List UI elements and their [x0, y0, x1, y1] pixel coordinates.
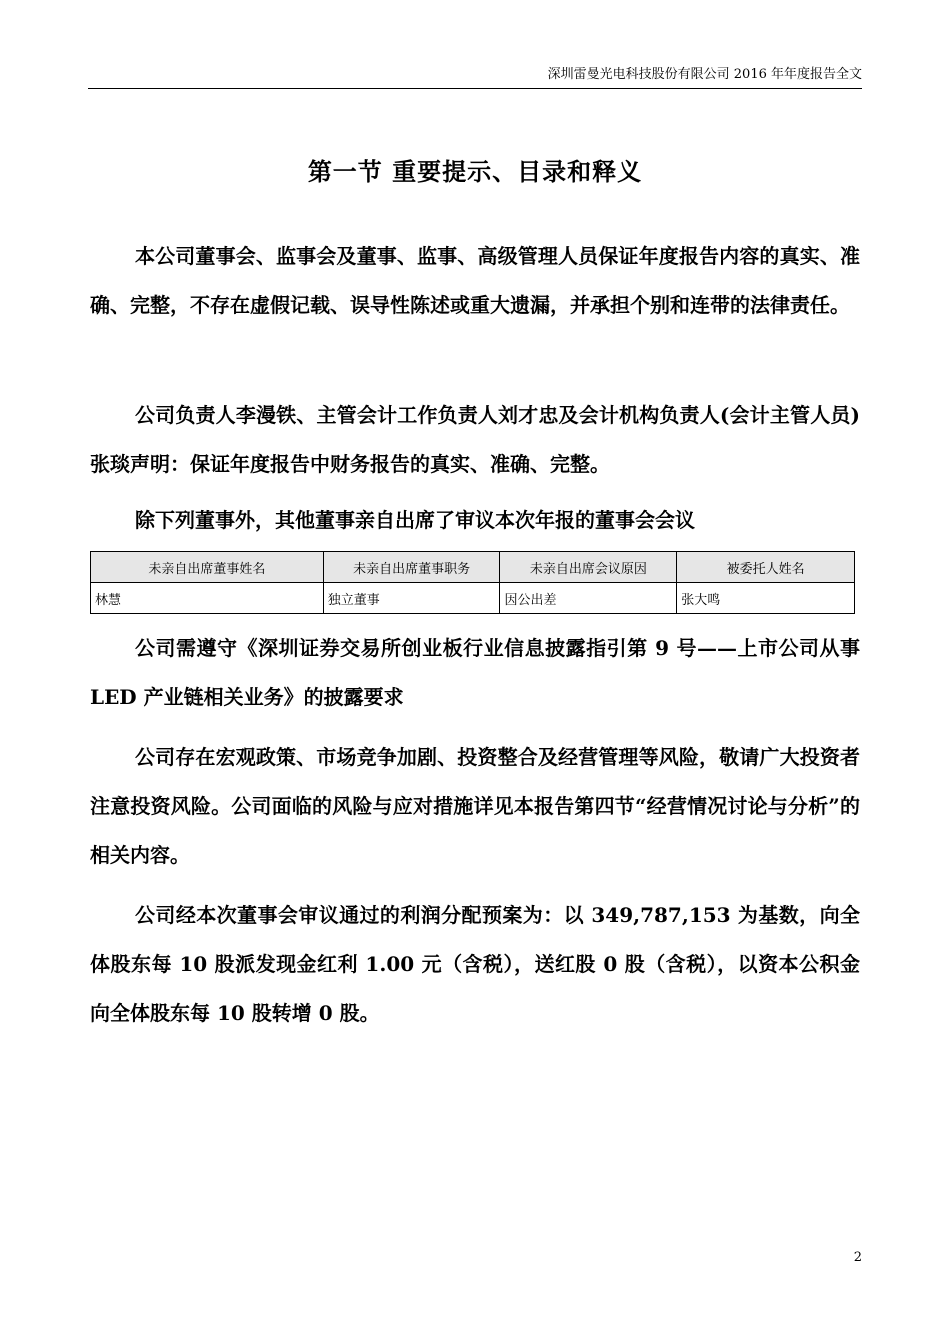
- financial-statement-declaration-paragraph: 公司负责人李漫铁、主管会计工作负责人刘才忠及会计机构负责人(会计主管人员)张琰声明：保证年度报告中财务报告的真实、准确、完整。: [90, 403, 860, 476]
- absent-directors-table: [90, 551, 855, 614]
- board-guarantee-paragraph: 本公司董事会、监事会及董事、监事、高级管理人员保证年度报告内容的真实、准确、完整，不存在虚假记载、误导性陈述或重大遗漏，并承担个别和连带的法律责任。: [90, 244, 860, 317]
- table-row: [91, 583, 855, 614]
- table-header-row: [91, 552, 855, 583]
- proxy-name-cell: 张大鸣: [677, 583, 855, 614]
- profit-distribution-paragraph: 公司经本次董事会审议通过的利润分配预案为：以 349,787,153 为基数，向全体股东每 10 股派发现金红利 1.00 元（含税），送红股 0 股（含税），以资本公积金向全体股东每 10 股转增 0 股。: [90, 903, 860, 1025]
- running-header: 深圳雷曼光电科技股份有限公司 2016 年年度报告全文: [547, 67, 862, 82]
- column-header-director-position: 未亲自出席董事职务: [323, 552, 500, 583]
- director-position-cell: 独立董事: [323, 583, 500, 614]
- risk-warning-paragraph: 公司存在宏观政策、市场竞争加剧、投资整合及经营管理等风险，敬请广大投资者注意投资风险。公司面临的风险与应对措施详见本报告第四节“经营情况讨论与分析”的相关内容。: [90, 745, 860, 867]
- absent-directors-intro: 除下列董事外，其他董事亲自出席了审议本次年报的董事会会议: [135, 508, 695, 532]
- column-header-absence-reason: 未亲自出席会议原因: [500, 552, 677, 583]
- header-divider: [88, 88, 862, 89]
- absence-reason-cell: 因公出差: [500, 583, 677, 614]
- column-header-director-name: 未亲自出席董事姓名: [91, 552, 324, 583]
- disclosure-guideline-paragraph: 公司需遵守《深圳证券交易所创业板行业信息披露指引第 9 号——上市公司从事 LED 产业链相关业务》的披露要求: [90, 636, 860, 709]
- column-header-proxy-name: 被委托人姓名: [677, 552, 855, 583]
- director-name-cell: 林慧: [91, 583, 324, 614]
- section-title: 第一节 重要提示、目录和释义: [307, 157, 643, 186]
- page-number: 2: [853, 1250, 862, 1265]
